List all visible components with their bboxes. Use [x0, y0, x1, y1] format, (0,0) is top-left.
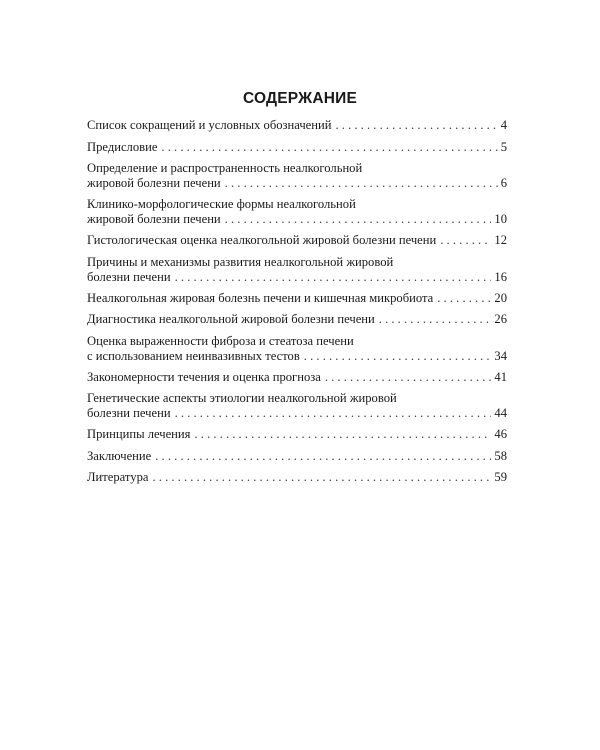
dot-leader [155, 449, 491, 464]
toc-entry-title-cont: болезни печени [87, 269, 171, 284]
toc-entry-line [87, 312, 507, 327]
toc-entry-line [87, 449, 507, 464]
toc-entry-line [87, 270, 507, 285]
toc-entry-line [87, 291, 507, 306]
dot-leader [440, 233, 491, 248]
toc-entry-title: Неалкогольная жировая болезнь печени и кишечная микробиота [87, 290, 434, 305]
toc-page-number: 34 [494, 348, 507, 363]
dot-leader [194, 427, 491, 442]
toc-entry-line [87, 176, 507, 191]
toc-entry [87, 233, 507, 248]
toc-page-number: 10 [494, 212, 507, 226]
toc-page-number: 44 [494, 406, 507, 420]
toc-entry-line [87, 470, 507, 485]
toc-entry-title: Заключение [87, 448, 152, 463]
dot-leader [175, 406, 492, 421]
toc-entry [87, 255, 507, 285]
dot-leader [379, 312, 492, 327]
toc-entry-title: Гистологическая оценка неалкогольной жировой болезни печени [87, 233, 437, 247]
page-title: СОДЕРЖАНИЕ [242, 90, 358, 108]
toc-entry-line [87, 349, 507, 364]
toc-entry [87, 291, 507, 306]
dot-leader [225, 176, 498, 191]
toc-entry-line [87, 212, 507, 227]
toc-entry-title: Закономерности течения и оценка прогноза [87, 369, 321, 384]
toc-entry [87, 118, 507, 133]
dot-leader [325, 370, 492, 385]
toc-entry-title: Список сокращений и условных обозначений [87, 118, 332, 132]
toc-entry-line [87, 233, 507, 248]
toc-entry-line [87, 118, 507, 133]
table-of-contents [87, 118, 507, 492]
toc-entry-title-cont: жировой болезни печени [87, 212, 221, 226]
toc-page-number: 58 [494, 448, 507, 463]
toc-entry-title: Диагностика неалкогольной жировой болезни печени [87, 312, 375, 326]
toc-page-number: 59 [494, 470, 507, 484]
toc-entry-line [87, 406, 507, 421]
dot-leader [225, 212, 492, 227]
toc-entry-title: Генетические аспекты этиологии неалкогольной жировой [87, 391, 397, 405]
toc-page-number: 20 [494, 290, 507, 305]
toc-page-number: 26 [494, 312, 507, 326]
toc-entry-title: Предисловие [87, 139, 158, 154]
toc-entry [87, 370, 507, 385]
toc-entry-title: Оценка выраженности фиброза и стеатоза печени [87, 333, 354, 348]
toc-entry [87, 470, 507, 485]
toc-entry-line [87, 370, 507, 385]
toc-entry-title: Причины и механизмы развития неалкогольной жировой [87, 254, 394, 269]
toc-entry-title-cont: жировой болезни печени [87, 176, 221, 190]
toc-entry [87, 312, 507, 327]
dot-leader [161, 140, 497, 155]
toc-entry [87, 427, 507, 442]
dot-leader [304, 349, 492, 364]
toc-entry [87, 140, 507, 155]
toc-page-number: 12 [494, 233, 507, 247]
toc-page-number: 41 [494, 369, 507, 384]
toc-entry-title-cont: болезни печени [87, 406, 171, 420]
dot-leader [152, 470, 491, 485]
dot-leader [175, 270, 492, 285]
toc-page-number: 16 [494, 269, 507, 284]
toc-entry [87, 197, 507, 227]
toc-page-number: 46 [494, 427, 507, 441]
toc-entry [87, 391, 507, 421]
toc-entry-title: Принципы лечения [87, 427, 191, 441]
toc-entry-title-cont: с использованием неинвазивных тестов [87, 348, 300, 363]
toc-page-number: 5 [500, 139, 507, 154]
toc-entry [87, 334, 507, 364]
toc-entry-title: Литература [87, 470, 149, 484]
dot-leader [335, 118, 497, 133]
toc-entry [87, 161, 507, 191]
toc-entry [87, 449, 507, 464]
toc-entry-title: Клинико-морфологические формы неалкогольной [87, 197, 356, 211]
dot-leader [437, 291, 491, 306]
toc-entry-line [87, 427, 507, 442]
toc-entry-title: Определение и распространенность неалкогольной [87, 161, 363, 175]
toc-page-number: 4 [500, 118, 507, 132]
toc-page-number: 6 [500, 176, 507, 190]
toc-entry-line [87, 140, 507, 155]
